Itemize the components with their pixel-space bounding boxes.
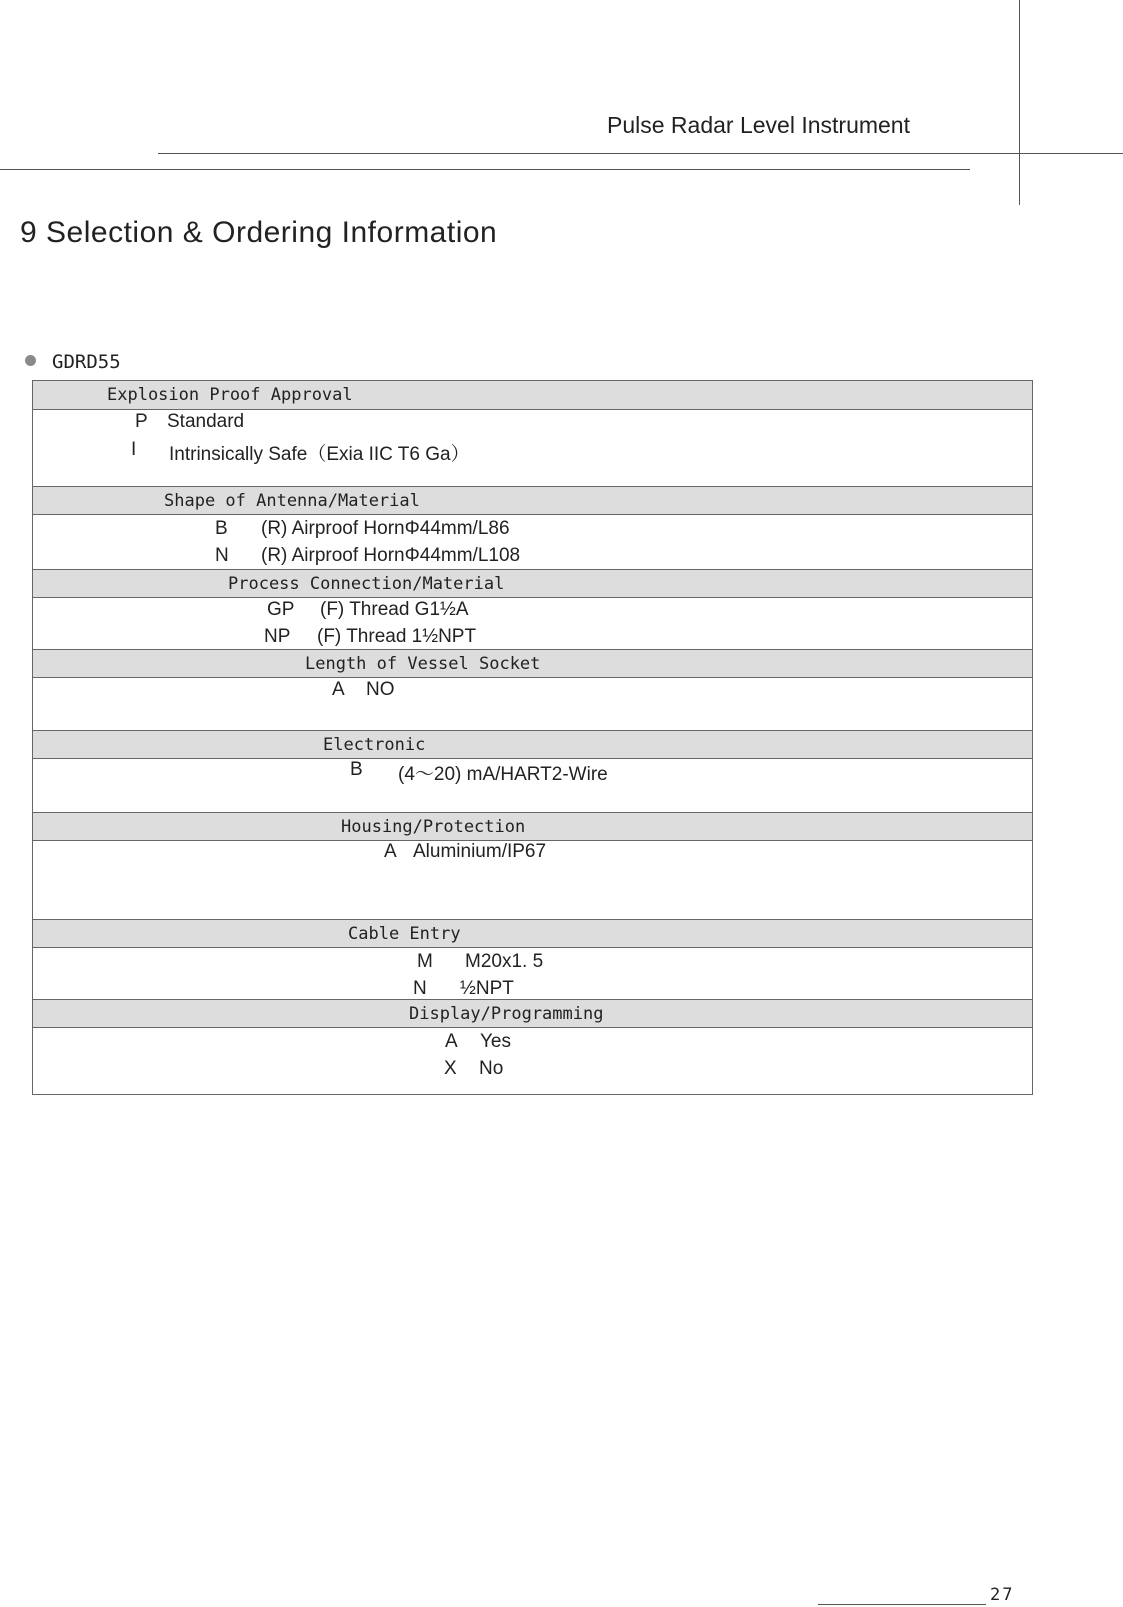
section-title: 9 Selection & Ordering Information: [20, 216, 498, 249]
header-rule-bottom: [0, 169, 970, 170]
option-text: Aluminium/IP67: [413, 841, 547, 862]
group-title: Explosion Proof Approval: [107, 385, 353, 405]
option-text: M20x1. 5: [465, 951, 544, 972]
group-header-antenna: [33, 486, 1032, 515]
model-name: GDRD55: [52, 351, 121, 373]
option-code: P: [135, 411, 148, 432]
option-code: M: [417, 951, 433, 972]
option-code: I: [131, 439, 137, 460]
group-header-display: [33, 999, 1032, 1028]
group-title: Electronic: [323, 735, 426, 755]
option-code: NP: [264, 626, 291, 647]
group-header-vessel-socket: [33, 649, 1032, 678]
group-title: Display/Programming: [409, 1004, 604, 1024]
option-text: NO: [366, 679, 395, 700]
group-header-explosion-proof: [33, 381, 1032, 410]
footer-rule: [818, 1604, 986, 1605]
document-title: Pulse Radar Level Instrument: [607, 112, 910, 138]
group-header-cable-entry: [33, 919, 1032, 948]
option-text: No: [479, 1058, 504, 1079]
option-code: GP: [267, 599, 295, 620]
group-header-process-connection: [33, 569, 1032, 598]
option-code: A: [332, 679, 345, 700]
ordering-table: [32, 380, 1033, 1095]
group-header-electronic: [33, 730, 1032, 759]
option-text: (R) Airproof HornΦ44mm/L86: [261, 518, 510, 539]
group-title: Shape of Antenna/Material: [164, 491, 420, 511]
option-text: (R) Airproof HornΦ44mm/L108: [261, 545, 521, 566]
option-text: (F) Thread 1½NPT: [317, 626, 477, 647]
option-code: A: [384, 841, 397, 862]
header-rule-vertical: [1019, 0, 1020, 205]
group-title: Cable Entry: [348, 924, 461, 944]
option-text: ½NPT: [460, 978, 514, 999]
option-text: (F) Thread G1½A: [320, 599, 469, 620]
header-rule-top: [158, 153, 1123, 154]
model-label: [25, 351, 121, 373]
group-title: Housing/Protection: [341, 817, 526, 837]
page-number: 27: [990, 1585, 1015, 1605]
option-text: Standard: [167, 411, 245, 432]
option-text: Intrinsically Safe（Exia IIC T6 Ga）: [169, 444, 470, 465]
option-code: B: [215, 518, 228, 539]
option-text: Yes: [480, 1031, 511, 1052]
option-code: N: [215, 545, 229, 566]
group-title: Length of Vessel Socket: [305, 654, 541, 674]
option-code: N: [413, 978, 427, 999]
option-code: A: [445, 1031, 458, 1052]
option-code: X: [444, 1058, 457, 1079]
group-header-housing: [33, 812, 1032, 841]
group-title: Process Connection/Material: [228, 574, 505, 594]
bullet-icon: [25, 355, 36, 366]
option-text: (4～20) mA/HART2-Wire: [398, 764, 608, 785]
option-code: B: [350, 759, 363, 780]
